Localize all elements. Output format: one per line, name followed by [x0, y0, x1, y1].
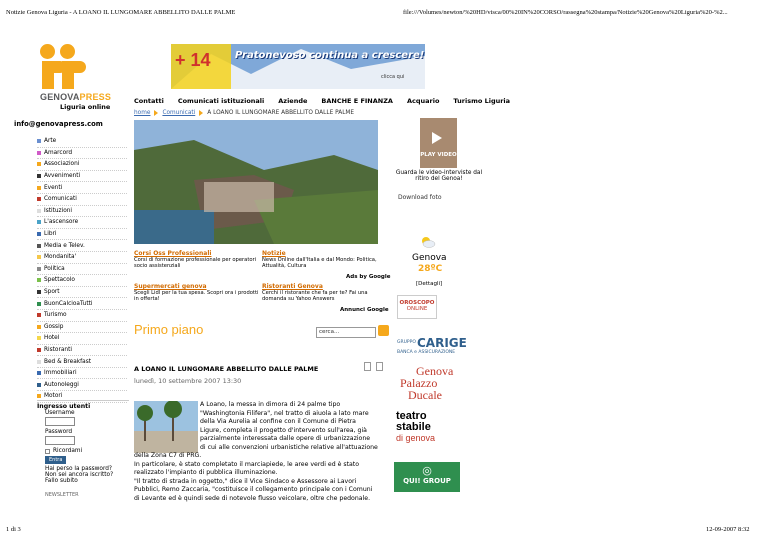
video-thumbnail[interactable] [420, 118, 457, 168]
sidebar-item-label: Autonoleggi [44, 381, 79, 388]
article-title: A LOANO IL LUNGOMARE ABBELLITO DALLE PALME [134, 365, 319, 373]
bullet-icon [37, 139, 41, 143]
hero-photo [134, 120, 378, 244]
sidebar-item-label: Ristoranti [44, 346, 72, 353]
palazzo-ducale-banner[interactable]: Genova Palazzo Ducale [400, 364, 454, 402]
banner-small: clicca qui [381, 74, 405, 80]
topnav-item[interactable]: Aziende [278, 97, 308, 105]
sidebar-item-label: Gossip [44, 323, 64, 330]
oroscopo-banner[interactable]: OROSCOPO ONLINE [397, 295, 437, 319]
sidebar-item[interactable] [37, 322, 127, 334]
annunci-google[interactable]: Annunci Google [340, 307, 389, 313]
search-input[interactable]: cerca... [316, 327, 376, 338]
play-video-label: PLAY VIDEO [420, 152, 457, 158]
sidebar-item-label: Media e Telev. [44, 242, 85, 249]
sidebar-item[interactable] [37, 194, 127, 206]
weather-city: Genova [412, 253, 447, 263]
sidebar-item-label: Turismo [44, 312, 67, 319]
password-input[interactable] [45, 436, 75, 445]
sidebar-item-label: Associazioni [44, 161, 80, 168]
bullet-icon [37, 394, 41, 398]
bullet-icon [37, 336, 41, 340]
article-line: A Loano, la messa in dimora di 24 palme tipo [200, 401, 341, 408]
sidebar-item-label: Spettacolo [44, 277, 75, 284]
video-caption[interactable]: Guarda le video-interviste dal ritiro del Genoa! [395, 170, 483, 182]
sidebar-item-label: Bed & Breakfast [44, 358, 92, 365]
print-datetime: 12-09-2007 8:32 [706, 526, 750, 533]
article-line: di Levante ed è quindi sede di notevole flusso veicolare, oltre che pedonale. [134, 494, 371, 502]
bullet-icon [37, 244, 41, 248]
bullet-icon [37, 186, 41, 190]
qui-group-logo-icon: ◎ [422, 464, 432, 477]
article-body [134, 452, 390, 504]
article-line: della Zona C7 di PRG. [134, 452, 202, 459]
login-button[interactable]: Entra [45, 456, 66, 464]
bullet-icon [37, 313, 41, 317]
print-url: file:///Volumes/newton/%20HD/visca/00%20IN%20CORSO/rassegna%20stampa/Notizie%20Genova%20Liguria%20-%2... [403, 9, 728, 16]
bullet-icon [37, 371, 41, 375]
bullet-icon [37, 232, 41, 236]
bullet-icon [37, 278, 41, 282]
sidebar-item[interactable] [37, 229, 127, 241]
article-date: lunedì, 10 settembre 2007 13:30 [134, 377, 242, 385]
sidebar-item-label: Mondanita' [44, 254, 77, 261]
sidebar-item-label: Eventi [44, 184, 63, 191]
bullet-icon [37, 162, 41, 166]
banner-big: + 14 [175, 50, 211, 70]
forgot-password-link[interactable]: Hai perso la password? [45, 466, 113, 472]
username-label: Username [45, 410, 75, 416]
breadcrumb-arrow-icon [154, 110, 158, 116]
sidebar-item-label: Politica [44, 265, 65, 272]
sidebar-item[interactable] [37, 217, 127, 229]
sidebar-item[interactable] [37, 298, 127, 310]
bullet-icon [37, 348, 41, 352]
sidebar-item-label: Hotel [44, 335, 60, 342]
sidebar-item[interactable] [37, 240, 127, 252]
sidebar-item[interactable] [37, 333, 127, 345]
article-line: Ligure, completa il progetto d'intervento sull'area, già [200, 426, 367, 434]
weather-details-link[interactable]: [Dettagli] [416, 281, 443, 287]
play-icon [432, 132, 442, 144]
print-icon[interactable] [376, 362, 383, 371]
search-icon[interactable] [378, 325, 389, 336]
article-body-wrap [200, 401, 390, 453]
sidebar-item[interactable] [37, 345, 127, 357]
sidebar-item-label: Amarcord [44, 149, 73, 156]
topnav-item[interactable]: BANCHE E FINANZA [321, 97, 393, 105]
bullet-icon [37, 267, 41, 271]
sidebar-item[interactable] [37, 310, 127, 322]
bullet-icon [37, 197, 41, 201]
login-box [37, 400, 129, 498]
banner-text: Pratonevoso continua a crescere! [235, 50, 425, 61]
sidebar-item[interactable] [37, 287, 127, 299]
sidebar-item[interactable] [37, 368, 127, 380]
newsletter-link[interactable]: NEWSLETTER [45, 492, 79, 498]
bullet-icon [37, 151, 41, 155]
remember-label: Ricordami [53, 448, 83, 454]
sidebar-item[interactable] [37, 148, 127, 160]
topnav-item[interactable]: Contatti [134, 97, 164, 105]
sidebar-item[interactable] [37, 206, 127, 218]
breadcrumb [134, 110, 354, 116]
teatro-stabile-banner[interactable]: teatro stabile di genova [396, 410, 436, 443]
bullet-icon [37, 325, 41, 329]
sidebar-item-label: Arte [44, 138, 57, 145]
bullet-icon [37, 220, 41, 224]
sidebar-item[interactable] [37, 252, 127, 264]
download-foto-link[interactable]: Download foto [398, 194, 442, 201]
breadcrumb-comunicati[interactable]: Comunicati [162, 110, 196, 116]
sidebar-item-label: Sport [44, 289, 60, 296]
breadcrumb-home[interactable]: home [134, 110, 151, 116]
sidebar-item-label: Istituzioni [44, 207, 73, 214]
article-line: della Via Aurelia al confine con il Comune di Pietra [200, 418, 356, 426]
article-photo [134, 401, 198, 453]
password-label: Password [45, 429, 73, 435]
top-navigation [134, 97, 510, 105]
sidebar-item[interactable] [37, 136, 127, 148]
sidebar-item[interactable] [37, 171, 127, 183]
sidebar-item[interactable] [37, 264, 127, 276]
sidebar-item[interactable] [37, 356, 127, 368]
bullet-icon [37, 209, 41, 213]
sidebar-item-label: Libri [44, 231, 57, 238]
bullet-icon [37, 302, 41, 306]
register-link[interactable]: Non sei ancora iscritto? Fallo subito [45, 472, 114, 484]
pdf-icon[interactable] [364, 362, 371, 371]
sidebar-item[interactable] [37, 182, 127, 194]
weather-temp: 28ºC [418, 264, 443, 274]
sidebar-item[interactable] [37, 275, 127, 287]
ad-item[interactable]: Ristoranti Genova Cerchi il ristorante che fa per te? Fai una domanda su Yahoo Answers [262, 283, 368, 302]
sidebar-item[interactable] [37, 159, 127, 171]
login-heading: Ingresso utenti [37, 400, 129, 410]
bullet-icon [37, 255, 41, 259]
bullet-icon [37, 360, 41, 364]
qui-group-banner[interactable]: ◎ QUI! GROUP [394, 462, 460, 492]
bullet-icon [37, 174, 41, 178]
breadcrumb-arrow-icon [199, 110, 203, 116]
article-line: "Washingtonia Filifera", nel tratto di aiuola a lato mare [200, 409, 369, 417]
article-line: di cui alle convenzioni urbanistiche relative all'attuazione [200, 443, 378, 451]
sun-cloud-icon [419, 233, 436, 245]
sidebar-menu [37, 136, 127, 403]
sidebar-item-label: Immobiliari [44, 370, 77, 377]
carige-banner[interactable]: GRUPPO CARIGE BANCA e ASSICURAZIONE [397, 336, 467, 355]
print-title: Notizie Genova Liguria - A LOANO IL LUNGOMARE ABBELLITO DALLE PALME [6, 9, 236, 16]
article-line: parzialmente interessata dalle opere di urbanizzazione [200, 435, 371, 443]
print-page-number: 1 di 3 [6, 526, 21, 533]
ad-item[interactable]: Supermercati genova Scegli Lidl per la tua spesa. Scopri ora i prodotti in offerta! [134, 283, 259, 302]
sidebar-item-label: Comunicati [44, 196, 77, 203]
bullet-icon [37, 383, 41, 387]
article-line: In particolare, è stato completato il marciapiede, le aree verdi ed è stato [134, 460, 360, 468]
breadcrumb-current: A LOANO IL LUNGOMARE ABBELLITO DALLE PALME [207, 110, 355, 116]
ad-item[interactable]: Notizie News Online dall'Italia e dal Mondo: Politica, Attualità, Cultura [262, 250, 377, 269]
topnav-item[interactable]: Acquario [406, 97, 440, 105]
ads-by-google[interactable]: Ads by Google [346, 274, 391, 280]
article-line: "Il tratto di strada in oggetto," dice il Vice Sindaco e Assessore ai Lavori [134, 477, 357, 485]
sidebar-item-label: Motori [44, 393, 63, 400]
username-input[interactable] [45, 417, 75, 426]
contact-email[interactable]: info@genovapress.com [14, 120, 103, 128]
tagline: Liguria online [60, 103, 111, 111]
sidebar-item-label: BuonCalcioaTutti [44, 300, 93, 307]
sidebar-item[interactable] [37, 379, 127, 391]
primo-piano-heading: Primo piano [134, 322, 204, 337]
sidebar-item-label: Avvenimenti [44, 173, 81, 180]
bullet-icon [37, 290, 41, 294]
sidebar-item-label: L'ascensore [44, 219, 79, 226]
ad-item[interactable]: Corsi Oss Professionali Corsi di formazione professionale per operatori socio assistenziali [134, 250, 257, 269]
article-line: Pubblici, Remo Zaccaria, "costituisce il collegamento principale con i Comuni [134, 486, 373, 494]
topnav-item[interactable]: Turismo Liguria [453, 97, 511, 105]
remember-checkbox[interactable] [45, 449, 50, 454]
topnav-item[interactable]: Comunicati istituzionali [177, 97, 265, 105]
pratonevoso-banner[interactable] [171, 44, 425, 89]
article-line: realizzato l'impianto di pubblica illuminazione. [134, 469, 278, 477]
